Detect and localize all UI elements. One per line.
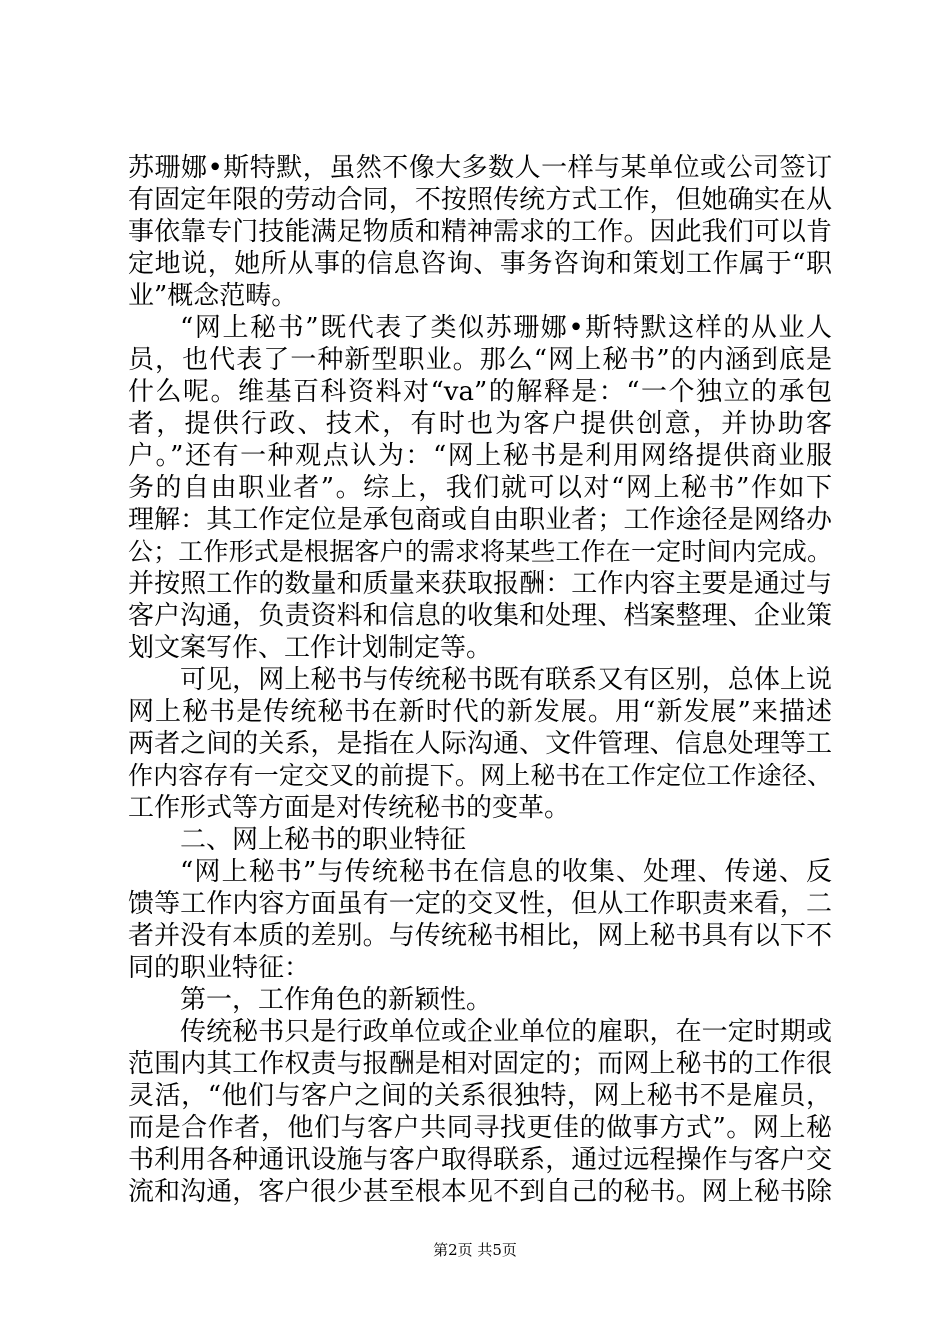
text-line: 有固定年限的劳动合同，不按照传统方式工作，但她确实在从 (128, 185, 832, 215)
text-line: 同的职业特征： (128, 953, 311, 983)
text-line: 苏珊娜•斯特默，虽然不像大多数人一样与某单位或公司签订 (128, 153, 832, 183)
text-line: 员，也代表了一种新型职业。那么“网上秘书”的内涵到底是 (128, 345, 832, 375)
text-line: 作内容存有一定交叉的前提下。网上秘书在工作定位工作途径、 (128, 761, 832, 790)
text-line: 第一，工作角色的新颖性。 (180, 985, 493, 1015)
text-line: 网上秘书是传统秘书在新时代的新发展。用“新发展”来描述 (128, 697, 832, 727)
text-line: 两者之间的关系，是指在人际沟通、文件管理、信息处理等工 (128, 729, 832, 759)
text-line: 者，提供行政、技术，有时也为客户提供创意，并协助客 (128, 409, 832, 439)
text-line: “网上秘书”与传统秘书在信息的收集、处理、传递、反 (180, 857, 832, 887)
text-line: 事依靠专门技能满足物质和精神需求的工作。因此我们可以肯 (128, 217, 832, 247)
text-line: 馈等工作内容方面虽有一定的交叉性，但从工作职责来看，二 (128, 889, 832, 919)
text-line: 可见，网上秘书与传统秘书既有联系又有区别，总体上说 (180, 665, 832, 695)
text-line: 什么呢。维基百科资料对“va”的解释是：“一个独立的承包 (128, 377, 832, 407)
text-line: 划文案写作、工作计划制定等。 (128, 633, 493, 663)
text-line: 二、网上秘书的职业特征 (180, 825, 467, 855)
text-line: 公；工作形式是根据客户的需求将某些工作在一定时间内完成。 (128, 537, 832, 566)
text-line: 传统秘书只是行政单位或企业单位的雇职，在一定时期或 (180, 1017, 832, 1047)
text-line: 客户沟通，负责资料和信息的收集和处理、档案整理、企业策 (128, 601, 832, 631)
text-line: 务的自由职业者”。综上，我们就可以对“网上秘书”作如下 (128, 473, 832, 503)
text-line: 书利用各种通讯设施与客户取得联系，通过远程操作与客户交 (128, 1145, 832, 1175)
text-line: 定地说，她所从事的信息咨询、事务咨询和策划工作属于“职 (128, 249, 832, 279)
text-line: “网上秘书”既代表了类似苏珊娜•斯特默这样的从业人 (180, 313, 832, 343)
text-line: 业”概念范畴。 (128, 281, 298, 311)
text-line: 并按照工作的数量和质量来获取报酬：工作内容主要是通过与 (128, 569, 832, 599)
text-line: 工作形式等方面是对传统秘书的变革。 (128, 793, 571, 823)
text-line: 流和沟通，客户很少甚至根本见不到自己的秘书。网上秘书除 (128, 1177, 832, 1207)
text-line: 者并没有本质的差别。与传统秘书相比，网上秘书具有以下不 (128, 921, 832, 951)
text-line: 理解：其工作定位是承包商或自由职业者；工作途径是网络办 (128, 505, 832, 535)
page-footer: 第2页 共5页 (433, 1241, 517, 1259)
text-line: 户。”还有一种观点认为：“网上秘书是利用网络提供商业服 (128, 441, 832, 471)
text-line: 范围内其工作权责与报酬是相对固定的；而网上秘书的工作很 (128, 1049, 832, 1079)
text-line: 而是合作者，他们与客户共同寻找更佳的做事方式”。网上秘 (128, 1113, 832, 1143)
text-line: 灵活，“他们与客户之间的关系很独特，网上秘书不是雇员， (128, 1081, 832, 1111)
body-text (128, 152, 832, 1208)
